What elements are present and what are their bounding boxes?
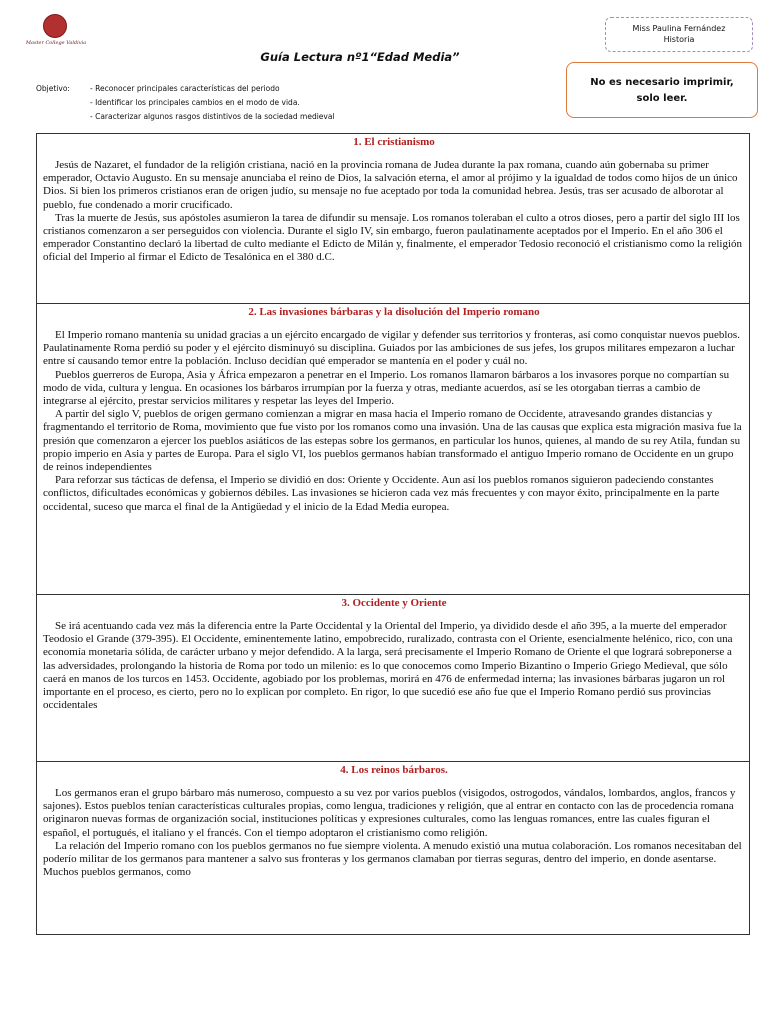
objective-item: - Caracterizar algunos rasgos distintivos de la sociedad medieval — [90, 112, 335, 121]
section-occidente-oriente — [37, 595, 749, 762]
section-heading: 3. Occidente y Oriente — [341, 597, 447, 609]
section-heading: 4. Los reinos bárbaros. — [340, 764, 448, 776]
paragraph: Tras la muerte de Jesús, sus apóstoles asumieron la tarea de difundir su mensaje. Los romanos toleraban el culto a otros dioses, pero a partir del siglo III los cristianos comenzaron a ser perseguidos con violencia. Durante el siglo IV, sin embargo, fueron paulatinamente aceptados por el Imperio. En el año 306 el emperador Constantino declaró la libertad de culto mediante el Edicto de Milán y, finalmente, el emperador Tedosio reconoció el cristianismo como la religión oficial del Imperio al firmar el Edicto de Tesalónica en el 380 d.C. — [43, 211, 743, 264]
print-note-line1: No es necesario imprimir, — [590, 77, 734, 88]
print-note-box — [566, 62, 758, 118]
paragraph: Se irá acentuando cada vez más la diferencia entre la Parte Occidental y la Oriental del Imperio, ya dividido desde el año 395, a la muerte del emperador Teodosio el Grande (379-395). El Occidente, eminentemente latino, empobrecido, ruralizado, contrasta con el Oriente, esencialmente helénico, rico, con una economía monetaria sólida, de carácter urbano y mejor defendido. A la larga, será precisamente el Imperio Romano de Oriente el que logrará sobreponerse a las adversidades, prolongando la historia de Roma por todo un milenio: es lo que conocemos como Imperio Bizantino o Imperio Griego Medieval, que sólo caerá en manos de los turcos en 1453. Occidente, agobiado por los problemas, morirá en 476 de enfermedad interna; las invasiones bárbaras jugaron un rol importante en el proceso, es cierto, pero no lo explican por completo. En rigor, lo que sucedió ese año fue que el Imperio Romano perdió sus provincias occidentales — [43, 620, 733, 712]
paragraph: A partir del siglo V, pueblos de origen germano comienzan a migrar en masa hacia el Imperio romano de Occidente, atravesando grandes distancias y fragmentando el territorio de Roma, movimiento que fue visto por los romanos como una invasión. Una de las causas que explica esta migración masiva fue la presión que comenzaron a ejercer los pueblos asiáticos de las estepas sobre los germanos, en particular los hunos, quienes, al mando de su rey Atila, fundan su propio imperio en Asia y partes de Europa. Para el siglo VI, los pueblos germanos habían transformado el antiguo Imperio romano de Occidente en un grupo de reinos independientes — [43, 408, 742, 474]
document-title: Guía Lectura nº1“Edad Media” — [260, 50, 460, 64]
paragraph: Jesús de Nazaret, el fundador de la religión cristiana, nació en la provincia romana de Judea durante la pax romana, cuando aún gobernaba su primer emperador, Octavio Augusto. En su mensaje anunciaba el reino de Dios, la salvación eterna, el amor al prójimo y la igualdad de todos como hijos de un único Dios. Si bien los primeros cristianos eran de origen judío, su mensaje no fue aceptado por toda la comunidad hebrea. Jesús, tras ser acusado de alborotar al pueblo, fue condenado a morir crucificado. — [43, 159, 738, 211]
paragraph: Los germanos eran el grupo bárbaro más numeroso, compuesto a su vez por varios pueblos (visigodos, ostrogodos, vándalos, lombardos, anglos, francos y sajones). Estos pueblos tenían características culturales propias, como lengua, tradiciones y religión, que al entrar en contacto con las de procedencia romana originaron nuevas formas de organización social, instituciones políticas y expresiones culturales, como las lenguas romances, entre las cuales figuran el español, el portugués, el italiano y el francés. Con el tiempo adoptaron el cristianismo como religión. — [43, 787, 736, 839]
paragraph: Pueblos guerreros de Europa, Asia y África empezaron a penetrar en el Imperio. Los romanos llamaron bárbaros a los invasores porque no compartían su modo de vida, cultura y lengua. En ocasiones los bárbaros irrumpían por la fuerza y otras, mediante acuerdos, así se les otorgaban tierras a cambio de integrarse al ejército, prestar servicios militares y respetar las leyes del Imperio. — [43, 368, 730, 408]
school-logo — [20, 14, 92, 58]
subject-name: Historia — [663, 35, 695, 44]
print-note-line2: solo leer. — [636, 93, 688, 104]
paragraph: El Imperio romano mantenía su unidad gracias a un ejército encargado de vigilar y defender sus territorios y fronteras, así como conquistar nuevos pueblos. Paulatinamente Roma perdió su poder y el ejército disminuyó su disciplina. Guiados por las ambiciones de sus jefes, los grupos militares empezaron a luchar entre sí causando temor entre la población. Incluso decidían qué emperador se mantenía en el poder y cuál no. — [43, 329, 740, 368]
section-reinos-barbaros — [37, 762, 749, 934]
objective-item: - Reconocer principales características del periodo — [90, 84, 280, 93]
teacher-box — [605, 17, 753, 52]
section-heading: 2. Las invasiones bárbaras y la disolución del Imperio romano — [248, 306, 540, 318]
objective-block — [36, 82, 335, 124]
section-invasiones — [37, 304, 749, 595]
teacher-name: Miss Paulina Fernández — [632, 24, 726, 33]
section-heading: 1. El cristianismo — [353, 136, 435, 148]
paragraph: La relación del Imperio romano con los pueblos germanos no fue siempre violenta. A menudo existió una mutua colaboración. Los romanos necesitaban del poderío militar de los germanos para mantener a salvo sus fronteras y los germanos clamaban por tierras seguras, dentro del imperio, en donde asentarse. Muchos pueblos germanos, como — [43, 839, 742, 879]
school-crest-icon — [43, 14, 67, 38]
objective-item: - Identificar los principales cambios en el modo de vida. — [90, 98, 300, 107]
paragraph: Para reforzar sus tácticas de defensa, el Imperio se dividió en dos: Oriente y Occidente. Aun así los pueblos romanos siguieron padeciendo constantes conflictos, dificultades económicas y gobiernos débiles. Las invasiones se hicieron cada vez más frecuentes y con mayor éxito, principalmente en la parte occidental, suceso que marca el final de la Antigüedad y el inicio de la Edad Media europea. — [43, 474, 720, 513]
reading-content — [36, 133, 750, 935]
objective-label: Objetivo: — [36, 84, 70, 93]
school-logo-text: Master College Valdivia — [25, 40, 87, 46]
section-cristianismo — [37, 134, 749, 304]
